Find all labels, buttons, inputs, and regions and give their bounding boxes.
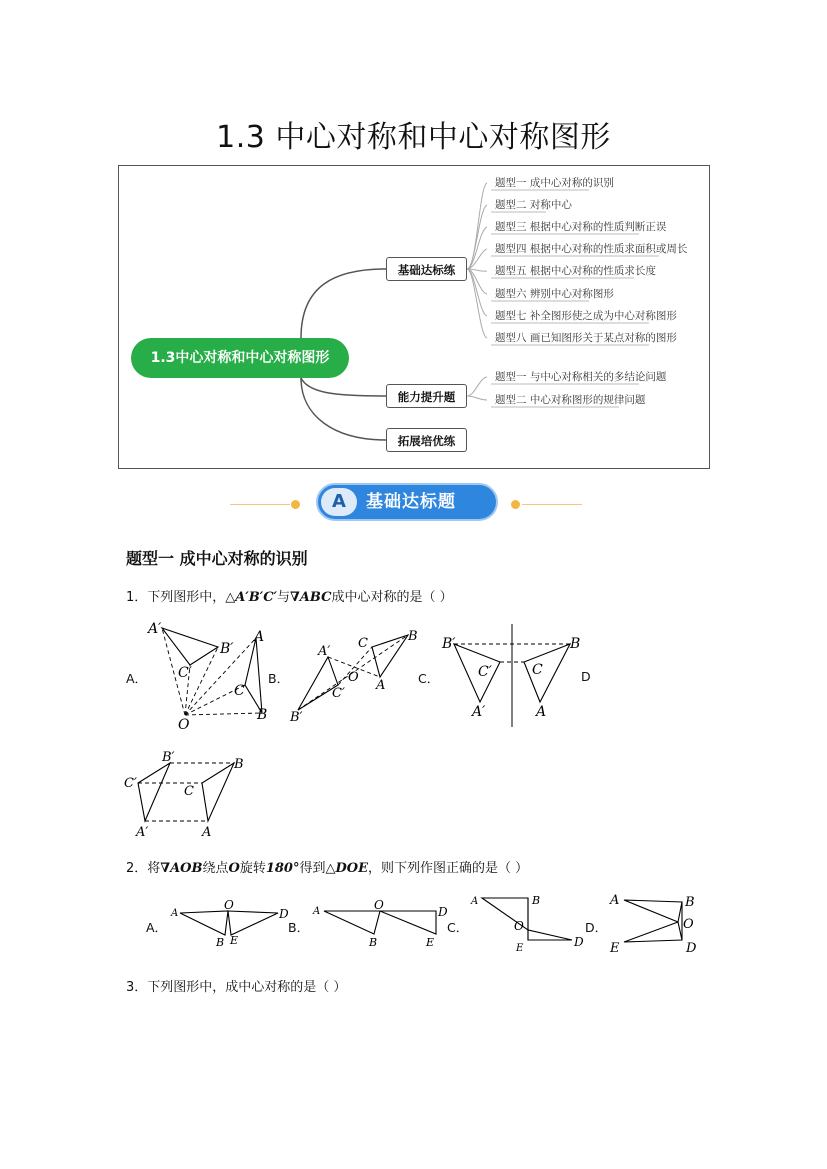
mind-map-leaf: 题型三 根据中心对称的性质判断正误	[495, 221, 667, 233]
q2-math-4: △DOE	[325, 861, 368, 876]
q1-figure-c	[440, 622, 590, 732]
svg-text:A: A	[471, 896, 479, 907]
svg-text:O: O	[514, 919, 524, 933]
svg-text:O: O	[374, 898, 384, 912]
q2-math-2: O	[228, 861, 240, 876]
q1-option-c: C．	[418, 671, 440, 686]
section-banner	[230, 483, 597, 523]
svg-text:C′: C′	[332, 686, 345, 701]
q1-math-2: ∇ABC	[290, 590, 332, 605]
banner-pill	[316, 483, 498, 521]
svg-text:C: C	[234, 683, 245, 699]
banner-line-left	[230, 504, 290, 505]
svg-text:B: B	[369, 936, 378, 949]
svg-text:B: B	[408, 629, 418, 644]
svg-text:E: E	[230, 934, 239, 947]
q2-mid-1: 绕点	[202, 861, 229, 876]
mind-map-leaf: 题型七 补全图形使之成为中心对称图形	[495, 310, 677, 322]
svg-text:A: A	[376, 678, 386, 693]
svg-text:B: B	[216, 936, 225, 948]
svg-text:O: O	[224, 898, 234, 912]
q2-prefix: 2．将	[126, 861, 161, 876]
svg-text:A: A	[202, 825, 212, 840]
svg-text:E: E	[610, 941, 620, 956]
q1-figure-b	[288, 625, 423, 725]
q1-mid: 与	[276, 590, 290, 605]
mind-map-node-extension: 拓展培优练	[386, 428, 467, 452]
svg-text:C: C	[358, 636, 368, 651]
svg-text:D: D	[686, 941, 697, 956]
mind-map-leaf: 题型四 根据中心对称的性质求面积或周长	[495, 243, 688, 255]
svg-text:E: E	[516, 943, 524, 954]
mind-map-leaf: 题型一 成中心对称的识别	[495, 177, 614, 189]
svg-text:B: B	[570, 636, 581, 652]
svg-text:B: B	[685, 895, 695, 910]
question-1	[126, 586, 453, 605]
q1-figure-a	[140, 615, 275, 735]
question-3: 3．下列图形中，成中心对称的是（ ）	[126, 980, 347, 995]
svg-text:C′: C′	[178, 665, 192, 681]
banner-text: 基础达标题	[366, 492, 456, 512]
svg-text:A′: A′	[148, 621, 162, 637]
q2-suffix: ，则下列作图正确的是（ ）	[368, 861, 529, 876]
q2-option-d: D．	[585, 920, 608, 935]
svg-text:B: B	[532, 894, 541, 907]
page-title: 1.3 中心对称和中心对称图形	[216, 120, 611, 155]
q2-figure-a	[166, 896, 296, 948]
banner-dot-right	[511, 500, 520, 509]
svg-text:A: A	[536, 704, 547, 720]
q1-suffix: 成中心对称的是（ ）	[331, 590, 453, 605]
q1-prefix: 1．下列图形中，	[126, 590, 226, 605]
q2-option-c: C．	[447, 920, 469, 935]
mind-map	[118, 165, 710, 469]
svg-text:A′: A′	[472, 704, 486, 720]
q2-mid-2: 旋转	[239, 861, 266, 876]
svg-text:B: B	[234, 757, 244, 772]
mind-map-leaf: 题型二 中心对称图形的规律问题	[495, 394, 646, 406]
svg-text:D: D	[574, 935, 584, 949]
mind-map-leaf: 题型六 辨别中心对称图形	[495, 288, 614, 300]
svg-text:D: D	[438, 905, 448, 919]
q1-math-1: △A′B′C′	[225, 590, 277, 605]
svg-text:B′: B′	[162, 750, 175, 765]
section-title: 题型一 成中心对称的识别	[126, 549, 308, 568]
q2-figure-d	[606, 890, 706, 956]
question-2	[126, 857, 528, 876]
mind-map-node-advanced: 能力提升题	[386, 384, 467, 408]
svg-text:B: B	[257, 707, 268, 723]
svg-text:B′: B′	[442, 636, 456, 652]
mind-map-leaf: 题型一 与中心对称相关的多结论问题	[495, 371, 667, 383]
mind-map-leaf: 题型五 根据中心对称的性质求长度	[495, 265, 656, 277]
svg-text:C′: C′	[478, 664, 492, 680]
svg-text:A′: A′	[136, 825, 149, 840]
svg-text:O: O	[178, 717, 190, 733]
svg-text:A: A	[313, 906, 321, 917]
svg-text:C: C	[532, 662, 543, 678]
svg-text:B′: B′	[220, 641, 234, 657]
q2-mid-3: 得到	[299, 861, 326, 876]
svg-text:E: E	[426, 936, 435, 949]
svg-text:A: A	[254, 629, 265, 645]
svg-text:O: O	[348, 670, 359, 685]
svg-text:B′: B′	[290, 710, 303, 725]
svg-text:C′: C′	[124, 776, 137, 791]
q1-figure-d	[122, 748, 257, 840]
svg-text:C: C	[184, 784, 194, 799]
svg-text:A′: A′	[318, 644, 331, 659]
q2-figure-b	[310, 896, 450, 951]
banner-dot-left	[291, 500, 300, 509]
svg-text:O: O	[683, 917, 694, 932]
q2-math-1: ∇AOB	[160, 861, 203, 876]
mind-map-root: 1.3中心对称和中心对称图形	[131, 338, 349, 378]
banner-line-right	[522, 504, 582, 505]
q1-option-b: B．	[268, 671, 290, 686]
q2-option-a: A．	[146, 920, 168, 935]
q1-option-a: A．	[126, 671, 148, 686]
q2-option-b: B．	[288, 920, 310, 935]
mind-map-node-basic: 基础达标练	[386, 257, 467, 281]
banner-letter: A	[321, 488, 357, 516]
q2-figure-c	[468, 890, 593, 956]
q1-option-d: D	[581, 669, 591, 684]
svg-text:D: D	[279, 907, 289, 921]
mind-map-leaf: 题型二 对称中心	[495, 199, 572, 211]
mind-map-leaf: 题型八 画已知图形关于某点对称的图形	[495, 332, 677, 344]
svg-text:A: A	[171, 908, 179, 919]
svg-text:A: A	[610, 893, 620, 908]
q2-math-3: 180°	[265, 861, 300, 876]
